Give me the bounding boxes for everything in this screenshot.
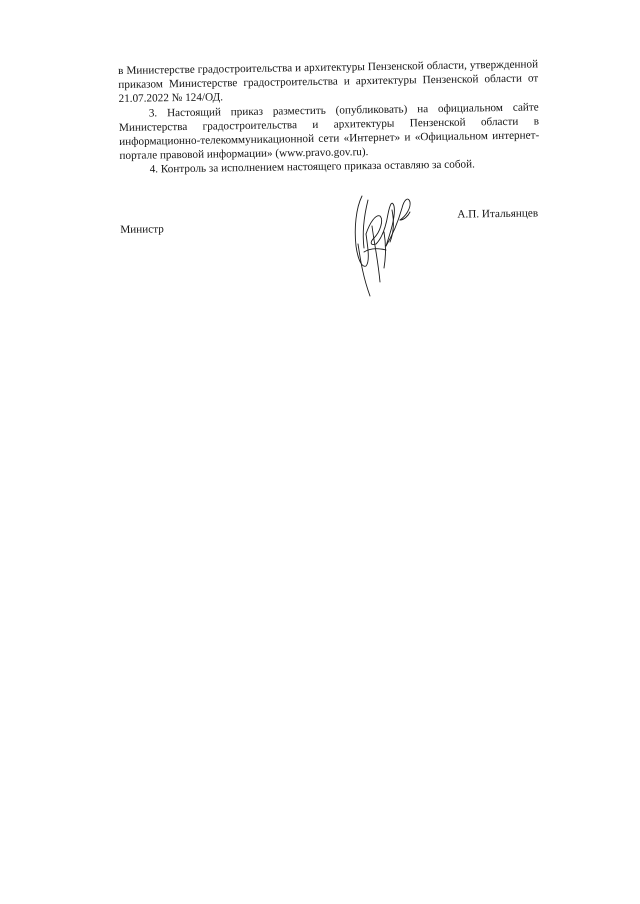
paragraph-continuation: в Министерстве градостроительства и архитектуры Пензенской области, утвержденной приказом Министерстве градостроительства и архитектуры Пензенской области от 21.07.2022 № 124/ОД. [118, 58, 539, 106]
paragraph-3-publication: 3. Настоящий приказ разместить (опубликовать) на официальном сайте Министерства градостроительства и архитектуры Пензенской области в информационно-телекоммуникационной сети «Интернет» и «Официальном интернет-портале правовой информации» (www.pravo.gov.ru). [118, 101, 540, 163]
document-body [118, 57, 540, 177]
signature-block [118, 203, 540, 240]
paragraph-4-control: 4. Контроль за исполнением настоящего приказа оставляю за собой. [149, 158, 475, 176]
signatory-name: А.П. Итальянцев [457, 207, 539, 221]
handwritten-signature-icon [348, 186, 414, 298]
signatory-position: Министр [120, 223, 164, 236]
